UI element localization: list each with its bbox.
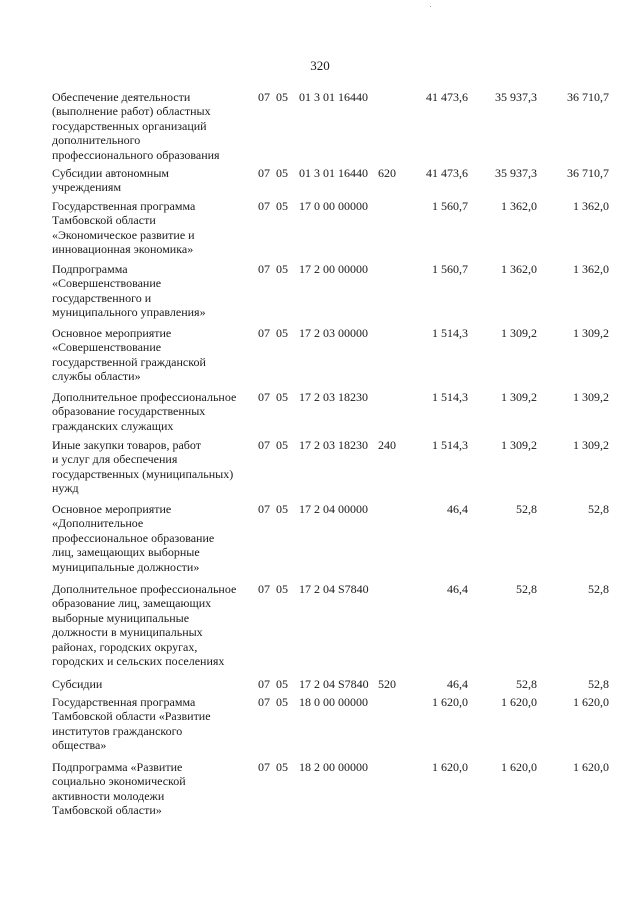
table-row: [0, 166, 640, 199]
row-value-2024: 1 309,2: [573, 326, 609, 340]
row-value-2023: 52,8: [516, 502, 537, 516]
row-rz: 07: [258, 695, 270, 709]
row-csr: 17 0 00 00000: [299, 199, 368, 213]
row-csr: 17 2 03 18230: [299, 390, 368, 404]
row-pr: 05: [276, 390, 288, 404]
row-value-2024: 52,8: [588, 582, 609, 596]
row-name: Дополнительное профессиональное образование лиц, замещающих выборные муниципальные должности в муниципальных районах, городских округах, городских и сельских поселениях: [52, 582, 237, 669]
row-value-2024: 52,8: [588, 502, 609, 516]
row-name: Подпрограмма «Совершенствование государственного и муниципального управления»: [52, 262, 206, 320]
row-value-2024: 1 620,0: [573, 695, 609, 709]
budget-table: [0, 90, 640, 822]
table-row: [0, 438, 640, 502]
row-csr: 17 2 04 00000: [299, 502, 368, 516]
row-value-2024: 1 362,0: [573, 199, 609, 213]
row-value-2023: 1 620,0: [501, 695, 537, 709]
row-rz: 07: [258, 199, 270, 213]
row-rz: 07: [258, 760, 270, 774]
row-value-2024: 1 362,0: [573, 262, 609, 276]
row-pr: 05: [276, 760, 288, 774]
row-csr: 18 2 00 00000: [299, 760, 368, 774]
scan-mark: [430, 6, 431, 7]
row-value-2022: 1 514,3: [432, 438, 468, 452]
row-value-2022: 1 560,7: [432, 262, 468, 276]
table-row: [0, 390, 640, 438]
row-value-2024: 1 309,2: [573, 438, 609, 452]
row-value-2022: 1 620,0: [432, 695, 468, 709]
row-pr: 05: [276, 199, 288, 213]
row-value-2024: 36 710,7: [567, 90, 609, 104]
row-vr: 240: [378, 438, 396, 452]
row-rz: 07: [258, 677, 270, 691]
table-row: [0, 502, 640, 582]
row-name: Дополнительное профессиональное образование государственных гражданских служащих: [52, 390, 237, 433]
page-number: 320: [310, 58, 330, 73]
row-rz: 07: [258, 438, 270, 452]
row-name: Основное мероприятие «Совершенствование государственной гражданской службы области»: [52, 326, 206, 384]
row-csr: 17 2 03 00000: [299, 326, 368, 340]
row-name: Субсидии автономным учреждениям: [52, 166, 169, 195]
row-pr: 05: [276, 438, 288, 452]
row-value-2024: 36 710,7: [567, 166, 609, 180]
row-value-2023: 1 309,2: [501, 326, 537, 340]
table-row: [0, 677, 640, 695]
table-row: [0, 199, 640, 262]
table-row: [0, 262, 640, 326]
row-value-2022: 1 620,0: [432, 760, 468, 774]
row-vr: 520: [378, 677, 396, 691]
row-value-2023: 35 937,3: [495, 166, 537, 180]
row-value-2022: 46,4: [447, 677, 468, 691]
row-name: Обеспечение деятельности (выполнение работ) областных государственных организаций дополнительного профессионального образования: [52, 90, 220, 162]
row-name: Субсидии: [52, 677, 103, 691]
table-row: [0, 90, 640, 166]
row-rz: 07: [258, 582, 270, 596]
row-value-2023: 1 309,2: [501, 438, 537, 452]
row-csr: 17 2 00 00000: [299, 262, 368, 276]
row-rz: 07: [258, 166, 270, 180]
row-rz: 07: [258, 262, 270, 276]
row-value-2022: 1 514,3: [432, 390, 468, 404]
row-name: Государственная программа Тамбовской области «Экономическое развитие и инновационная экономика»: [52, 199, 196, 257]
row-rz: 07: [258, 326, 270, 340]
row-value-2024: 1 309,2: [573, 390, 609, 404]
row-value-2024: 1 620,0: [573, 760, 609, 774]
row-value-2024: 52,8: [588, 677, 609, 691]
row-csr: 17 2 04 S7840: [299, 677, 369, 691]
table-row: [0, 760, 640, 822]
table-row: [0, 695, 640, 760]
row-pr: 05: [276, 262, 288, 276]
row-rz: 07: [258, 90, 270, 104]
row-pr: 05: [276, 695, 288, 709]
row-rz: 07: [258, 502, 270, 516]
row-value-2022: 1 560,7: [432, 199, 468, 213]
row-value-2023: 1 362,0: [501, 262, 537, 276]
row-value-2023: 1 620,0: [501, 760, 537, 774]
row-value-2023: 1 362,0: [501, 199, 537, 213]
row-value-2022: 41 473,6: [426, 90, 468, 104]
row-pr: 05: [276, 677, 288, 691]
row-name: Подпрограмма «Развитие социально экономической активности молодежи Тамбовской области»: [52, 760, 186, 818]
row-csr: 01 3 01 16440: [299, 90, 368, 104]
row-pr: 05: [276, 90, 288, 104]
row-value-2023: 1 309,2: [501, 390, 537, 404]
row-value-2022: 46,4: [447, 502, 468, 516]
table-row: [0, 326, 640, 390]
row-name: Государственная программа Тамбовской области «Развитие институтов гражданского общества»: [52, 695, 211, 753]
row-name: Основное мероприятие «Дополнительное профессиональное образование лиц, замещающих выборные муниципальные должности»: [52, 502, 215, 574]
row-value-2022: 1 514,3: [432, 326, 468, 340]
row-name: Иные закупки товаров, работ и услуг для обеспечения государственных (муниципальных) нужд: [52, 438, 234, 496]
row-value-2022: 41 473,6: [426, 166, 468, 180]
table-row: [0, 582, 640, 677]
row-value-2022: 46,4: [447, 582, 468, 596]
row-value-2023: 52,8: [516, 582, 537, 596]
row-csr: 01 3 01 16440: [299, 166, 368, 180]
row-pr: 05: [276, 326, 288, 340]
row-value-2023: 35 937,3: [495, 90, 537, 104]
row-pr: 05: [276, 502, 288, 516]
row-vr: 620: [378, 166, 396, 180]
row-pr: 05: [276, 166, 288, 180]
row-rz: 07: [258, 390, 270, 404]
row-csr: 17 2 03 18230: [299, 438, 368, 452]
row-csr: 17 2 04 S7840: [299, 582, 369, 596]
row-value-2023: 52,8: [516, 677, 537, 691]
row-pr: 05: [276, 582, 288, 596]
row-csr: 18 0 00 00000: [299, 695, 368, 709]
